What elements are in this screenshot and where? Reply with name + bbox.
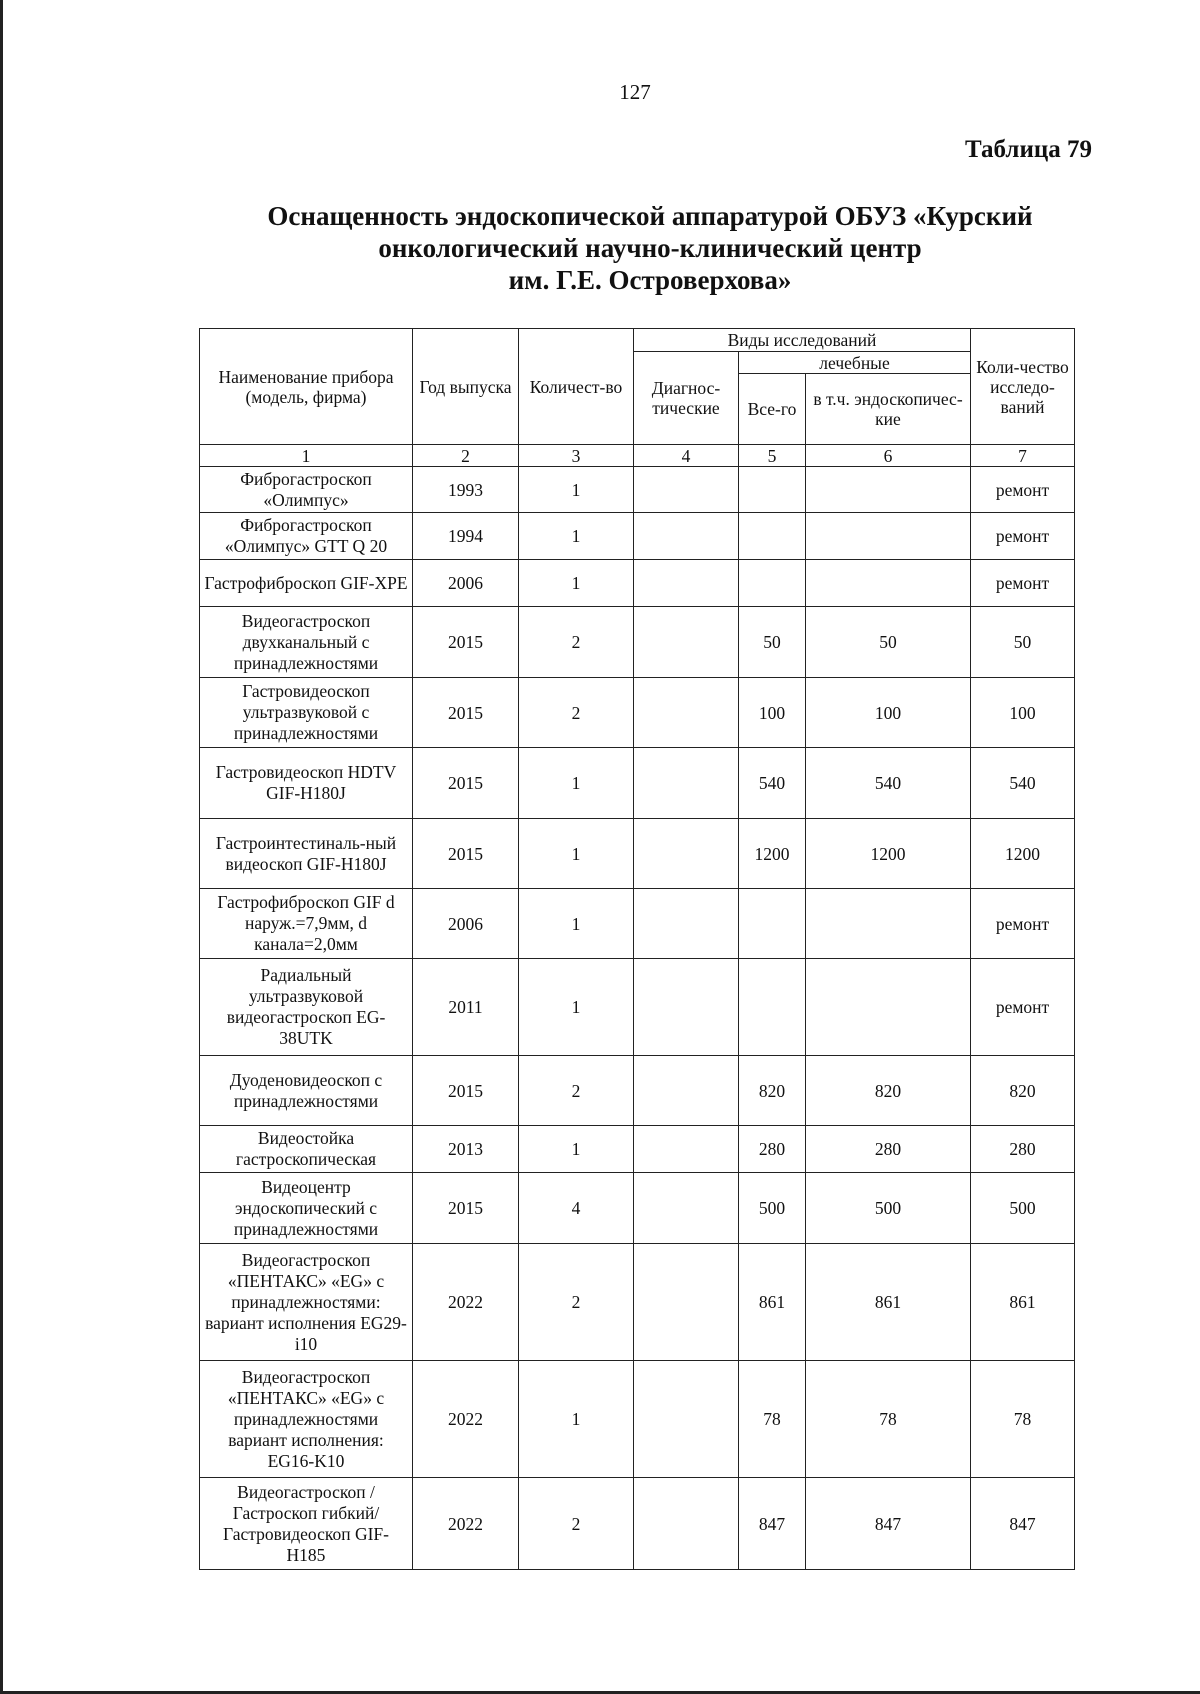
- therapeutic-endoscopic: [806, 467, 971, 513]
- therapeutic-total: 1200: [739, 819, 806, 889]
- device-name: Видеогастроскоп двухканальный с принадлежностями: [200, 607, 413, 678]
- table-row: [200, 1056, 1075, 1126]
- therapeutic-endoscopic: 820: [806, 1056, 971, 1126]
- therapeutic-total: 280: [739, 1126, 806, 1173]
- therapeutic-total: 820: [739, 1056, 806, 1126]
- release-year: 2015: [413, 1173, 519, 1244]
- device-name: Видеогастроскоп «ПЕНТАКС» «EG» с принадлежностями вариант исполнения: EG16-K10: [200, 1361, 413, 1478]
- quantity: 2: [519, 678, 634, 748]
- title-line-1: Оснащенность эндоскопической аппаратурой ОБУЗ «Курский: [267, 201, 1033, 231]
- table-row: [200, 959, 1075, 1056]
- quantity: 1: [519, 889, 634, 959]
- release-year: 2006: [413, 560, 519, 607]
- diagnostic-count: [634, 1173, 739, 1244]
- research-count: ремонт: [971, 959, 1075, 1056]
- title-line-2: онкологический научно-клинический центр: [378, 233, 922, 263]
- header-count: Количест-во: [519, 329, 634, 445]
- quantity: 1: [519, 513, 634, 560]
- therapeutic-total: [739, 560, 806, 607]
- header-name: Наименование прибора (модель, фирма): [200, 329, 413, 445]
- diagnostic-count: [634, 1056, 739, 1126]
- therapeutic-total: 78: [739, 1361, 806, 1478]
- page-number: 127: [619, 80, 651, 104]
- diagnostic-count: [634, 1361, 739, 1478]
- research-count: 500: [971, 1173, 1075, 1244]
- device-name: Гастровидеоскоп ультразвуковой с принадлежностями: [200, 678, 413, 748]
- therapeutic-endoscopic: [806, 513, 971, 560]
- table-header: [200, 329, 1075, 467]
- diagnostic-count: [634, 959, 739, 1056]
- therapeutic-total: 100: [739, 678, 806, 748]
- research-count: 820: [971, 1056, 1075, 1126]
- quantity: 1: [519, 1126, 634, 1173]
- research-count: 50: [971, 607, 1075, 678]
- table-row: [200, 1126, 1075, 1173]
- table-body: [200, 467, 1075, 1570]
- therapeutic-total: [739, 889, 806, 959]
- therapeutic-endoscopic: 1200: [806, 819, 971, 889]
- column-number: 5: [739, 445, 806, 467]
- table-row: [200, 1478, 1075, 1570]
- device-name: Видеогастроскоп / Гастроскоп гибкий/ Гастровидеоскоп GIF-H185: [200, 1478, 413, 1570]
- diagnostic-count: [634, 607, 739, 678]
- release-year: 1993: [413, 467, 519, 513]
- column-number: 2: [413, 445, 519, 467]
- research-count: 280: [971, 1126, 1075, 1173]
- header-research-count: Коли-чество исследо-ваний: [971, 329, 1075, 445]
- release-year: 2013: [413, 1126, 519, 1173]
- therapeutic-endoscopic: 500: [806, 1173, 971, 1244]
- device-name: Фиброгастроскоп «Олимпус» GTT Q 20: [200, 513, 413, 560]
- table-row: [200, 560, 1075, 607]
- header-diagnostic: Диагнос-тические: [634, 352, 739, 445]
- research-count: ремонт: [971, 889, 1075, 959]
- column-number: 4: [634, 445, 739, 467]
- research-count: ремонт: [971, 560, 1075, 607]
- table-label: Таблица 79: [964, 136, 1092, 163]
- equipment-table: [199, 328, 1075, 1570]
- table-row: [200, 678, 1075, 748]
- therapeutic-total: 500: [739, 1173, 806, 1244]
- table-row: [200, 513, 1075, 560]
- quantity: 4: [519, 1173, 634, 1244]
- diagnostic-count: [634, 678, 739, 748]
- column-number-row: [200, 445, 1075, 467]
- device-name: Дуоденовидеоскоп с принадлежностями: [200, 1056, 413, 1126]
- diagnostic-count: [634, 513, 739, 560]
- quantity: 1: [519, 959, 634, 1056]
- device-name: Гастровидеоскоп HDTV GIF-H180J: [200, 748, 413, 819]
- diagnostic-count: [634, 560, 739, 607]
- device-name: Видеостойка гастроскопическая: [200, 1126, 413, 1173]
- diagnostic-count: [634, 1126, 739, 1173]
- release-year: 2015: [413, 748, 519, 819]
- therapeutic-total: [739, 959, 806, 1056]
- release-year: 2015: [413, 1056, 519, 1126]
- therapeutic-endoscopic: 100: [806, 678, 971, 748]
- research-count: ремонт: [971, 467, 1075, 513]
- therapeutic-endoscopic: 50: [806, 607, 971, 678]
- diagnostic-count: [634, 467, 739, 513]
- scan-left-edge: [0, 0, 3, 1694]
- table-row: [200, 748, 1075, 819]
- header-year: Год выпуска: [413, 329, 519, 445]
- device-name: Фиброгастроскоп «Олимпус»: [200, 467, 413, 513]
- therapeutic-endoscopic: [806, 959, 971, 1056]
- research-count: 861: [971, 1244, 1075, 1361]
- therapeutic-endoscopic: 540: [806, 748, 971, 819]
- device-name: Гастрофиброскоп GIF d наруж.=7,9мм, d канала=2,0мм: [200, 889, 413, 959]
- therapeutic-endoscopic: 78: [806, 1361, 971, 1478]
- research-count: 100: [971, 678, 1075, 748]
- quantity: 1: [519, 1361, 634, 1478]
- device-name: Видеоцентр эндоскопический с принадлежностями: [200, 1173, 413, 1244]
- therapeutic-total: 50: [739, 607, 806, 678]
- therapeutic-total: [739, 513, 806, 560]
- diagnostic-count: [634, 819, 739, 889]
- quantity: 1: [519, 467, 634, 513]
- diagnostic-count: [634, 1478, 739, 1570]
- research-count: 540: [971, 748, 1075, 819]
- quantity: 2: [519, 607, 634, 678]
- column-number: 3: [519, 445, 634, 467]
- header-kinds: Виды исследований: [634, 329, 971, 352]
- therapeutic-total: 847: [739, 1478, 806, 1570]
- release-year: 2022: [413, 1478, 519, 1570]
- header-total: Все-го: [739, 374, 806, 445]
- quantity: 1: [519, 819, 634, 889]
- research-count: 78: [971, 1361, 1075, 1478]
- device-name: Видеогастроскоп «ПЕНТАКС» «EG» с принадлежностями: вариант исполнения EG29-i10: [200, 1244, 413, 1361]
- release-year: 2022: [413, 1244, 519, 1361]
- header-incl-endoscopic: в т.ч. эндоскопичес-кие: [806, 374, 971, 445]
- column-number: 6: [806, 445, 971, 467]
- column-number: 1: [200, 445, 413, 467]
- quantity: 2: [519, 1056, 634, 1126]
- therapeutic-endoscopic: 280: [806, 1126, 971, 1173]
- therapeutic-endoscopic: 847: [806, 1478, 971, 1570]
- release-year: 2006: [413, 889, 519, 959]
- table-row: [200, 1173, 1075, 1244]
- document-title: [150, 200, 1150, 296]
- research-count: 1200: [971, 819, 1075, 889]
- research-count: ремонт: [971, 513, 1075, 560]
- table-row: [200, 467, 1075, 513]
- table-row: [200, 819, 1075, 889]
- diagnostic-count: [634, 1244, 739, 1361]
- diagnostic-count: [634, 889, 739, 959]
- column-number: 7: [971, 445, 1075, 467]
- quantity: 1: [519, 560, 634, 607]
- device-name: Радиальный ультразвуковой видеогастроскоп EG-38UTK: [200, 959, 413, 1056]
- release-year: 2015: [413, 678, 519, 748]
- title-line-3: им. Г.Е. Островерхова»: [508, 265, 792, 295]
- therapeutic-total: [739, 467, 806, 513]
- device-name: Гастрофиброскоп GIF-XPE: [200, 560, 413, 607]
- therapeutic-total: 861: [739, 1244, 806, 1361]
- table-row: [200, 1361, 1075, 1478]
- quantity: 2: [519, 1478, 634, 1570]
- release-year: 1994: [413, 513, 519, 560]
- therapeutic-endoscopic: [806, 560, 971, 607]
- table-row: [200, 607, 1075, 678]
- research-count: 847: [971, 1478, 1075, 1570]
- table-row: [200, 889, 1075, 959]
- release-year: 2015: [413, 607, 519, 678]
- therapeutic-endoscopic: [806, 889, 971, 959]
- device-name: Гастроинтестиналь-ный видеоскоп GIF-H180J: [200, 819, 413, 889]
- header-therapeutic: лечебные: [739, 352, 971, 374]
- release-year: 2015: [413, 819, 519, 889]
- therapeutic-endoscopic: 861: [806, 1244, 971, 1361]
- therapeutic-total: 540: [739, 748, 806, 819]
- quantity: 2: [519, 1244, 634, 1361]
- release-year: 2022: [413, 1361, 519, 1478]
- quantity: 1: [519, 748, 634, 819]
- diagnostic-count: [634, 748, 739, 819]
- table-row: [200, 1244, 1075, 1361]
- release-year: 2011: [413, 959, 519, 1056]
